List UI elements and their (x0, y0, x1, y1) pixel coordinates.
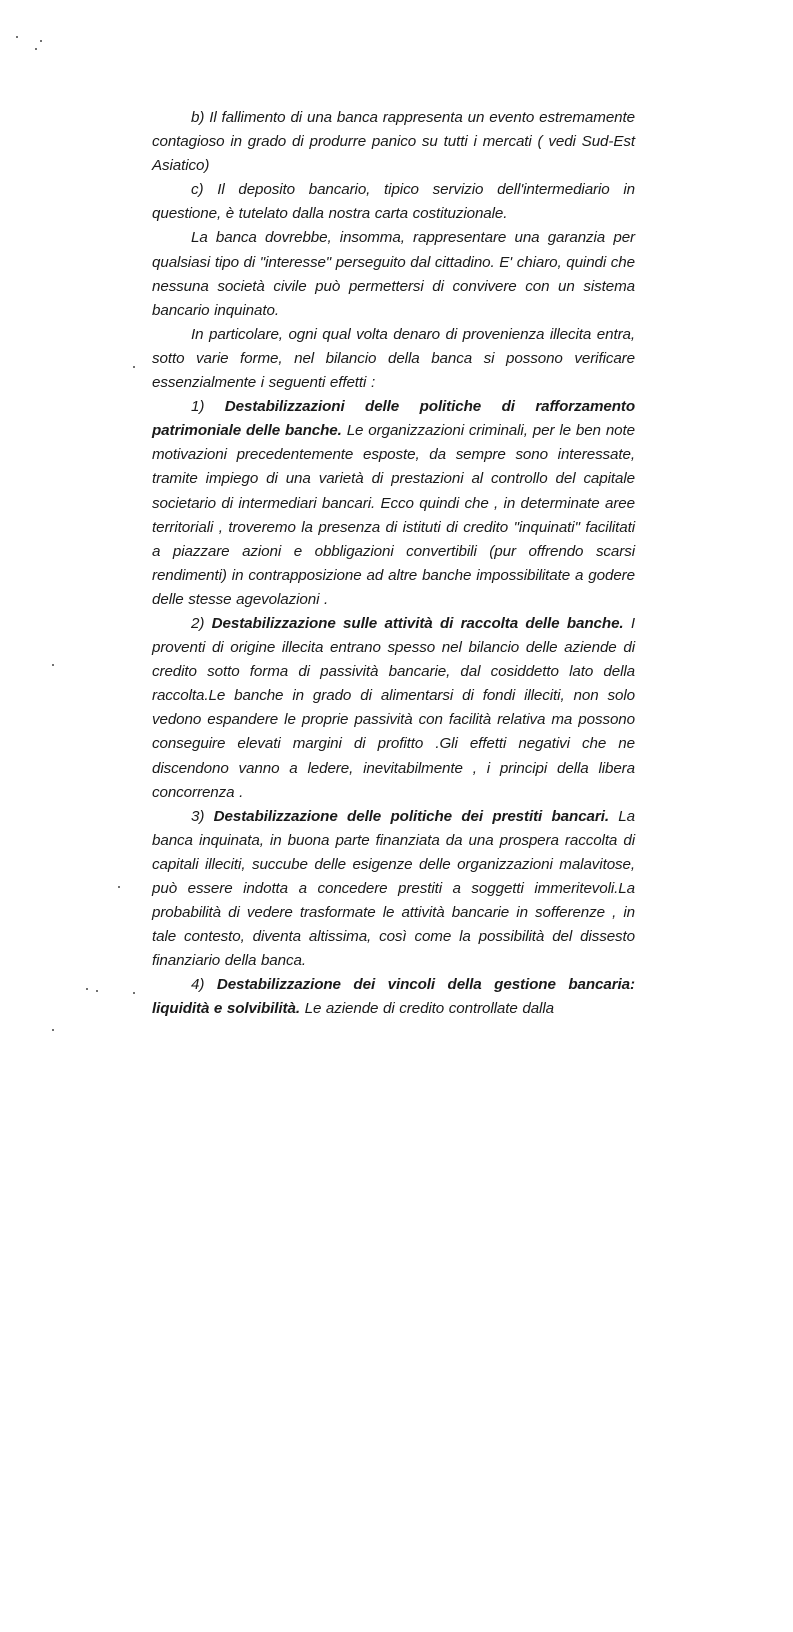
paragraph-effect-2 (152, 612, 635, 805)
paragraph-effect-1 (152, 395, 635, 612)
item-number: 2) (191, 614, 205, 632)
scan-speck (133, 366, 135, 368)
paragraph-text: La banca dovrebbe, insomma, rappresentare una garanzia per qualsiasi tipo di "interesse" perseguito dal cittadino. E' chiaro, quindi che nessuna società civile può permettersi di convivere con un sistema bancario inquinato. (152, 229, 635, 319)
paragraph-garanzia (152, 226, 635, 322)
paragraph-text: Le organizzazioni criminali, per le ben note motivazioni precedentemente esposte, da sempre sono interessate, tramite impiego di una varietà di prestazioni al controllo del capitale societario di intermediari bancari. Ecco quindi che , in determinate aree territoriali , troveremo la presenza di istituti di credito "inquinati" facilitati a piazzare azioni e obbligazioni convertibili (pur offrendo scarsi rendimenti) in contrapposizione ad altre banche impossibilitate a godere delle stesse agevolazioni . (152, 422, 635, 608)
paragraph-text: c) Il deposito bancario, tipico servizio dell'intermediario in questione, è tutelato dalla nostra carta costituzionale. (152, 181, 635, 223)
paragraph-text: In particolare, ogni qual volta denaro di provenienza illecita entra, sotto varie forme, nel bilancio della banca si possono verificare essenzialmente i seguenti effetti : (152, 325, 635, 392)
scan-speck (86, 988, 88, 990)
paragraph-effect-3 (152, 805, 635, 974)
paragraph-effetti-intro (152, 323, 635, 395)
scan-speck (52, 664, 54, 666)
item-heading: Destabilizzazione delle politiche dei prestiti bancari. (213, 807, 609, 825)
scan-speck (133, 992, 135, 994)
paragraph-text: La banca inquinata, in buona parte finanziata da una prospera raccolta di capitali illeciti, succube delle esigenze delle organizzazioni malavitose, può essere indotta a concedere prestiti a soggetti immeritevoli.La probabilità di vedere trasformate le attività bancarie in sofferenze , in tale contesto, diventa altissima, così come la possibilità del dissesto finanziario della banca. (152, 807, 635, 970)
paragraph-text: I proventi di origine illecita entrano spesso nel bilancio delle aziende di credito sotto forma di passività bancarie, dal cosiddetto lato della raccolta.Le banche in grado di alimentarsi di fondi illeciti, non solo vedono espandere le proprie passività con facilità relativa ma possono conseguire elevati margini di profitto .Gli effetti negativi che ne discendono vanno a ledere, inevitabilmente , i principi della libera concorrenza . (152, 614, 636, 801)
paragraph-effect-4 (152, 973, 635, 1021)
scan-speck (118, 886, 120, 888)
item-heading: Destabilizzazione dei vincoli della gestione bancaria: liquidità e solvibilità. (152, 976, 635, 1018)
item-number: 4) (191, 976, 205, 994)
item-number: 1) (191, 398, 205, 416)
scan-speck (96, 990, 98, 992)
scan-speck (35, 48, 37, 50)
item-heading: Destabilizzazione sulle attività di raccolta delle banche. (211, 614, 624, 632)
paragraph-b (152, 106, 635, 178)
scan-speck (52, 1029, 54, 1031)
item-number: 3) (191, 807, 205, 825)
paragraph-text: Le aziende di credito controllate dalla (304, 1000, 554, 1018)
paragraph-text: b) Il fallimento di una banca rappresenta un evento estremamente contagioso in grado di produrre panico su tutti i mercati ( vedi Sud-Est Asiatico) (152, 109, 635, 175)
body-text (152, 106, 635, 1022)
item-heading: Destabilizzazioni delle politiche di rafforzamento patrimoniale delle banche. (152, 398, 636, 440)
scan-speck (40, 40, 42, 42)
scan-speck (16, 36, 18, 38)
paragraph-c (152, 178, 635, 226)
